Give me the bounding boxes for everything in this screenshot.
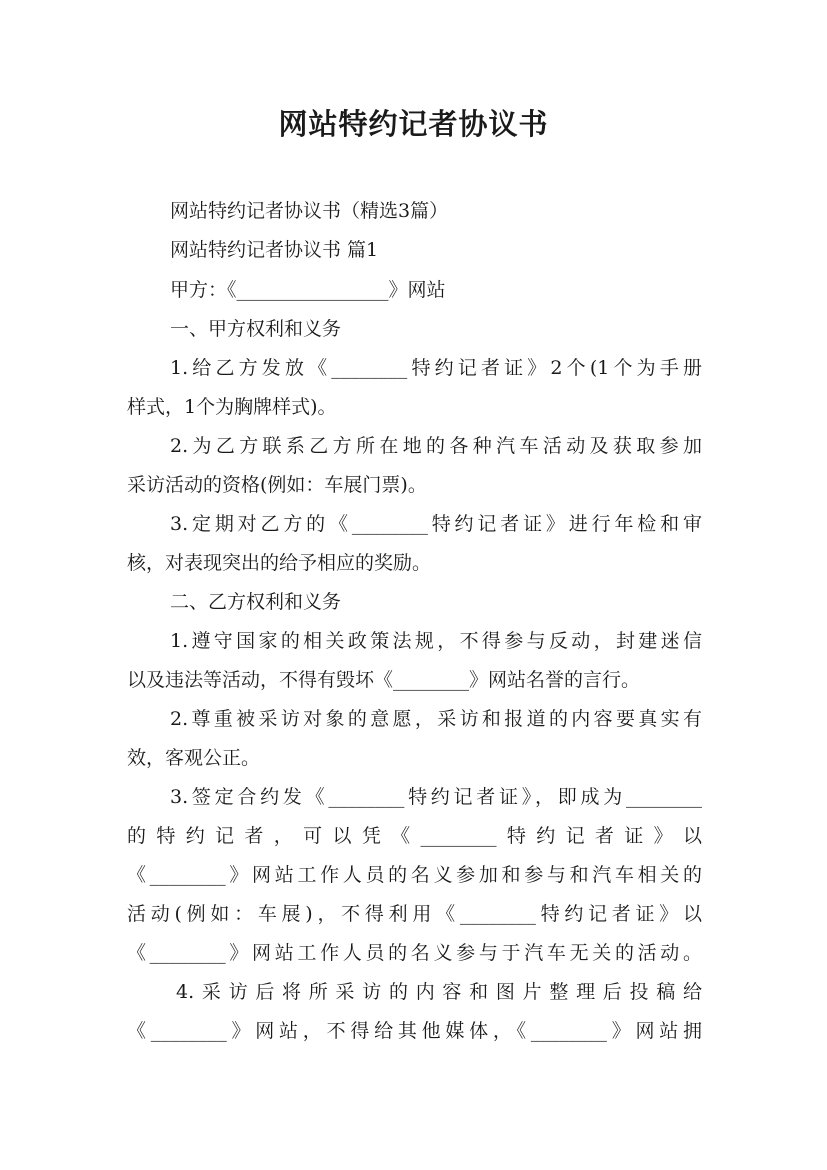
paragraph-line: 3.签定合约发《________特约记者证》，即成为________ xyxy=(170,786,702,808)
paragraph-line: 核，对表现突出的给予相应的奖励。 xyxy=(127,552,432,574)
paragraph-line: 1.给乙方发放《________特约记者证》2个(1个为手册 xyxy=(170,357,702,379)
paragraph-line: 效，客观公正。 xyxy=(127,747,261,769)
party-a-line: 甲方：《________________》网站 xyxy=(170,279,446,301)
paragraph-line: 2.尊重被采访对象的意愿，采访和报道的内容要真实有 xyxy=(170,708,702,730)
paragraph-line: 以及违法等活动，不得有毁坏《________》网站名誉的言行。 xyxy=(127,669,641,691)
subtitle-line: 网站特约记者协议书（精选3篇） xyxy=(170,200,449,222)
paragraph-line: 1.遵守国家的相关政策法规，不得参与反动，封建迷信 xyxy=(170,630,702,652)
paragraph-line: 采访活动的资格(例如：车展门票)。 xyxy=(127,474,427,496)
paragraph-line: 《________》网站工作人员的名义参与于汽车无关的活动。 xyxy=(127,942,702,964)
clause-heading-a: 一、甲方权利和义务 xyxy=(170,318,342,340)
paragraph-line: 的特约记者，可以凭《________特约记者证》以 xyxy=(127,825,702,847)
document-title: 网站特约记者协议书 xyxy=(278,107,549,141)
paragraph-line: 4.采访后将所采访的内容和图片整理后投稿给 xyxy=(176,981,702,1003)
paragraph-line: 活动(例如：车展)，不得利用《________特约记者证》以 xyxy=(127,903,702,925)
paragraph-line: 2.为乙方联系乙方所在地的各种汽车活动及获取参加 xyxy=(170,435,702,457)
clause-heading-b: 二、乙方权利和义务 xyxy=(170,591,342,613)
paragraph-line: 3.定期对乙方的《________特约记者证》进行年检和审 xyxy=(170,513,702,535)
paragraph-line: 《________》网站，不得给其他媒体，《________》网站拥 xyxy=(127,1020,702,1042)
section-heading: 网站特约记者协议书 篇1 xyxy=(170,239,379,261)
paragraph-line: 《________》网站工作人员的名义参加和参与和汽车相关的 xyxy=(127,864,702,886)
paragraph-line: 样式，1个为胸牌样式)。 xyxy=(127,396,337,418)
